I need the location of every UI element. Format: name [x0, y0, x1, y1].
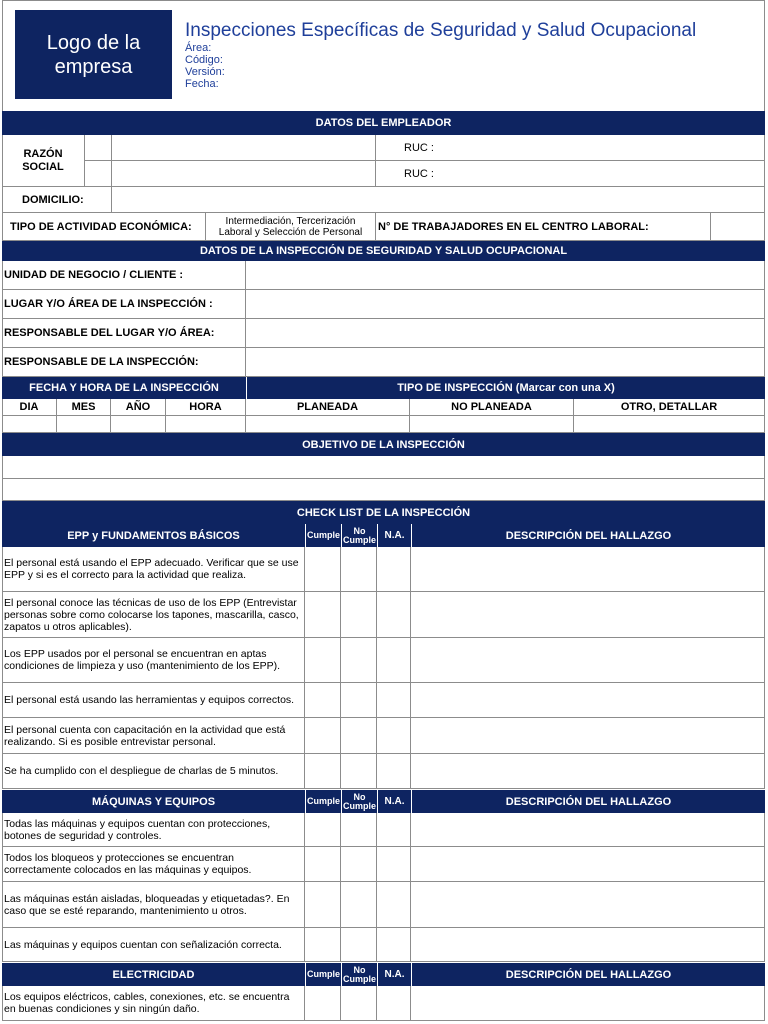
na-checkbox[interactable] [377, 882, 411, 928]
na-checkbox[interactable] [377, 547, 411, 592]
responsable-inspeccion-label: RESPONSABLE DE LA INSPECCIÓN: [2, 348, 246, 377]
col-cumple-header: Cumple [305, 963, 341, 986]
dia-field[interactable] [2, 416, 57, 433]
checklist-question: Todos los bloqueos y protecciones se encuentran correctamente colocados en las máquinas y equipos. [2, 847, 305, 882]
cumple-checkbox[interactable] [305, 547, 341, 592]
no-cumple-checkbox[interactable] [341, 683, 377, 718]
col-no-planeada: NO PLANEADA [410, 399, 574, 416]
no-cumple-checkbox[interactable] [341, 928, 377, 962]
col-descripcion-header: DESCRIPCIÓN DEL HALLAZGO [411, 790, 765, 813]
cumple-checkbox[interactable] [305, 638, 341, 683]
descripcion-hallazgo-field[interactable] [411, 683, 765, 718]
col-planeada: PLANEADA [246, 399, 410, 416]
col-cumple-header: Cumple [305, 524, 341, 547]
descripcion-hallazgo-field[interactable] [411, 754, 765, 789]
col-dia: DIA [2, 399, 57, 416]
domicilio-label: DOMICILIO: [2, 187, 112, 213]
col-cumple-header: Cumple [305, 790, 341, 813]
inspection-form [2, 0, 765, 1024]
checklist-question: El personal está usando el EPP adecuado. Verificar que se use EPP y si es el correcto para la actividad que realiza. [2, 547, 305, 592]
anio-field[interactable] [111, 416, 166, 433]
planeada-field[interactable] [246, 416, 410, 433]
no-cumple-checkbox[interactable] [341, 638, 377, 683]
descripcion-hallazgo-field[interactable] [411, 986, 765, 1021]
trabajadores-label: N° DE TRABAJADORES EN EL CENTRO LABORAL: [376, 213, 711, 241]
cumple-checkbox[interactable] [305, 928, 341, 962]
mes-field[interactable] [57, 416, 111, 433]
checklist-section-title: ELECTRICIDAD [2, 963, 305, 986]
fecha-hora-header: FECHA Y HORA DE LA INSPECCIÓN [2, 377, 246, 399]
checklist-question: El personal conoce las técnicas de uso de los EPP (Entrevistar personas sobre como colocarse los tapones, mascarilla, casco, zapatos u otros aplicables). [2, 592, 305, 638]
cumple-checkbox[interactable] [305, 882, 341, 928]
trabajadores-field[interactable] [711, 213, 765, 241]
no-cumple-checkbox[interactable] [341, 882, 377, 928]
col-na-header: N.A. [377, 963, 411, 986]
na-checkbox[interactable] [377, 847, 411, 882]
meta-fecha: Fecha: [185, 78, 219, 90]
na-checkbox[interactable] [377, 928, 411, 962]
cumple-checkbox[interactable] [305, 754, 341, 789]
meta-area: Área: [185, 42, 212, 54]
section-objective: OBJETIVO DE LA INSPECCIÓN [2, 433, 765, 456]
section-checklist: CHECK LIST DE LA INSPECCIÓN [2, 501, 765, 524]
domicilio-field[interactable] [112, 187, 765, 213]
unidad-negocio-field[interactable] [246, 261, 765, 290]
no-cumple-checkbox[interactable] [341, 986, 377, 1021]
cumple-checkbox[interactable] [305, 683, 341, 718]
header-meta [185, 42, 225, 90]
col-mes: MES [57, 399, 111, 416]
meta-codigo: Código: [185, 54, 223, 66]
no-cumple-checkbox[interactable] [341, 754, 377, 789]
actividad-value: Intermediación, Tercerización Laboral y Selección de Personal [206, 213, 376, 241]
cumple-checkbox[interactable] [305, 592, 341, 638]
section-inspection: DATOS DE LA INSPECCIÓN DE SEGURIDAD Y SALUD OCUPACIONAL [2, 241, 765, 261]
descripcion-hallazgo-field[interactable] [411, 718, 765, 754]
actividad-label: TIPO DE ACTIVIDAD ECONÓMICA: [2, 213, 206, 241]
hora-field[interactable] [166, 416, 246, 433]
checklist-section-title: MÁQUINAS Y EQUIPOS [2, 790, 305, 813]
na-checkbox[interactable] [377, 683, 411, 718]
razon-social-field-2[interactable] [112, 161, 376, 187]
logo-text: Logo de la empresa [46, 31, 141, 78]
checklist-question: Las máquinas están aisladas, bloqueadas y etiquetadas?. En caso que se esté reparando, mantenimiento u otros. [2, 882, 305, 928]
lugar-area-field[interactable] [246, 290, 765, 319]
lugar-area-label: LUGAR Y/O ÁREA DE LA INSPECCIÓN : [2, 290, 246, 319]
cumple-checkbox[interactable] [305, 986, 341, 1021]
ruc-field-2[interactable] [376, 161, 765, 187]
document-title: Inspecciones Específicas de Seguridad y Salud Ocupacional [185, 20, 697, 41]
col-otro: OTRO, DETALLAR [574, 399, 765, 416]
col-hora: HORA [166, 399, 246, 416]
no-cumple-checkbox[interactable] [341, 847, 377, 882]
na-checkbox[interactable] [377, 813, 411, 847]
no-cumple-checkbox[interactable] [341, 547, 377, 592]
razon-social-sub-2[interactable] [85, 161, 112, 187]
descripcion-hallazgo-field[interactable] [411, 847, 765, 882]
descripcion-hallazgo-field[interactable] [411, 882, 765, 928]
ruc-label-2: RUC : [404, 167, 434, 180]
otro-field[interactable] [574, 416, 765, 433]
checklist-question: El personal está usando las herramientas y equipos correctos. [2, 683, 305, 718]
checklist-question: Los EPP usados por el personal se encuentran en aptas condiciones de limpieza y uso (mantenimiento de los EPP). [2, 638, 305, 683]
responsable-lugar-field[interactable] [246, 319, 765, 348]
descripcion-hallazgo-field[interactable] [411, 638, 765, 683]
col-anio: AÑO [111, 399, 166, 416]
descripcion-hallazgo-field[interactable] [411, 928, 765, 962]
col-descripcion-header: DESCRIPCIÓN DEL HALLAZGO [411, 963, 765, 986]
no-planeada-field[interactable] [410, 416, 574, 433]
col-no-cumple-header: No Cumple [341, 790, 377, 813]
objective-field-1[interactable] [2, 456, 765, 479]
responsable-inspeccion-field[interactable] [246, 348, 765, 377]
cumple-checkbox[interactable] [305, 718, 341, 754]
ruc-label-1: RUC : [404, 141, 434, 154]
checklist-question: El personal cuenta con capacitación en la actividad que está realizando. Si es posible entrevistar personal. [2, 718, 305, 754]
cumple-checkbox[interactable] [305, 847, 341, 882]
razon-social-sub-1[interactable] [85, 135, 112, 161]
na-checkbox[interactable] [377, 754, 411, 789]
cumple-checkbox[interactable] [305, 813, 341, 847]
ruc-field-1[interactable] [376, 135, 765, 161]
no-cumple-checkbox[interactable] [341, 813, 377, 847]
tipo-inspeccion-header: TIPO DE INSPECCIÓN (Marcar con una X) [247, 377, 765, 399]
na-checkbox[interactable] [377, 986, 411, 1021]
col-no-cumple-header: No Cumple [341, 963, 377, 986]
col-na-header: N.A. [377, 790, 411, 813]
objective-field-2[interactable] [2, 479, 765, 501]
checklist-question: Se ha cumplido con el despliegue de charlas de 5 minutos. [2, 754, 305, 789]
responsable-lugar-label: RESPONSABLE DEL LUGAR Y/O ÁREA: [2, 319, 246, 348]
col-descripcion-header: DESCRIPCIÓN DEL HALLAZGO [411, 524, 765, 547]
meta-version: Versión: [185, 66, 225, 78]
checklist-section-title: EPP y FUNDAMENTOS BÁSICOS [2, 524, 305, 547]
na-checkbox[interactable] [377, 638, 411, 683]
descripcion-hallazgo-field[interactable] [411, 547, 765, 592]
razon-social-label: RAZÓN SOCIAL [2, 135, 85, 187]
na-checkbox[interactable] [377, 718, 411, 754]
na-checkbox[interactable] [377, 592, 411, 638]
checklist-question: Las máquinas y equipos cuentan con señalización correcta. [2, 928, 305, 962]
col-no-cumple-header: No Cumple [341, 524, 377, 547]
razon-social-field-1[interactable] [112, 135, 376, 161]
company-logo [15, 10, 172, 99]
col-na-header: N.A. [377, 524, 411, 547]
no-cumple-checkbox[interactable] [341, 718, 377, 754]
descripcion-hallazgo-field[interactable] [411, 813, 765, 847]
checklist-question: Todas las máquinas y equipos cuentan con protecciones, botones de seguridad y controles. [2, 813, 305, 847]
unidad-negocio-label: UNIDAD DE NEGOCIO / CLIENTE : [2, 261, 246, 290]
checklist-question: Los equipos eléctricos, cables, conexiones, etc. se encuentra en buenas condiciones y sin ningún daño. [2, 986, 305, 1021]
no-cumple-checkbox[interactable] [341, 592, 377, 638]
section-employer: DATOS DEL EMPLEADOR [2, 111, 765, 135]
descripcion-hallazgo-field[interactable] [411, 592, 765, 638]
